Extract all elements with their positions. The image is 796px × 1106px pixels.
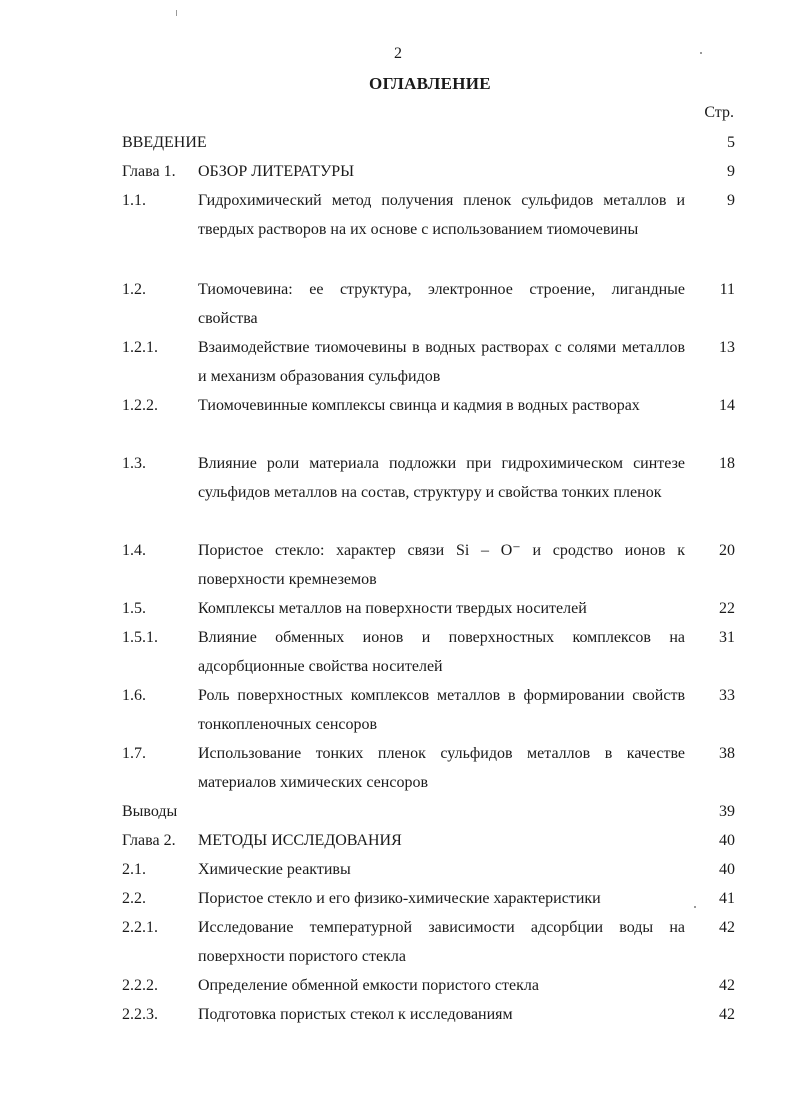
toc-entry-page: 42 — [719, 919, 735, 936]
toc-entry-number: 2.2.2. — [122, 977, 158, 994]
toc-entry-number: 1.2.2. — [122, 397, 158, 414]
toc-entry-page: 41 — [719, 890, 735, 907]
toc-entry-number: 1.6. — [122, 687, 146, 704]
toc-entry-text: Определение обменной емкости пористого стекла — [198, 977, 539, 994]
toc-entry-text: Подготовка пористых стекол к исследованиям — [198, 1006, 513, 1023]
toc-entry-text: Химические реактивы — [198, 861, 351, 878]
toc-entry-number: 1.4. — [122, 542, 146, 559]
toc-entry-text: Выводы — [122, 803, 178, 820]
toc-entry-page: 11 — [719, 281, 735, 298]
toc-entry-page: 18 — [719, 455, 735, 472]
toc-entry-page: 13 — [719, 339, 735, 356]
toc-entry-text: Гидрохимический метод получения пленок сульфидов металлов и твердых растворов на их основе с использованием тиомочевины — [198, 192, 685, 238]
toc-entry-page: 22 — [719, 600, 735, 617]
toc-entry-number: 2.2.1. — [122, 919, 158, 936]
toc-entry-number: 2.2. — [122, 890, 146, 907]
toc-entry-page: 20 — [719, 542, 735, 559]
toc-entry-number: 1.5.1. — [122, 629, 158, 646]
toc-entry-page: 14 — [719, 397, 735, 414]
toc-entry-page: 5 — [727, 134, 735, 151]
toc-entry-number: 1.7. — [122, 745, 146, 762]
toc-entry-text: Пористое стекло: характер связи Si – O⁻ и сродство ионов к поверхности кремнеземов — [198, 542, 685, 588]
toc-entry-number: 1.3. — [122, 455, 146, 472]
toc-entry-text: ВВЕДЕНИЕ — [122, 134, 207, 151]
toc-entry-text: Влияние роли материала подложки при гидрохимическом синтезе сульфидов металлов на состав, структуру и свойства тонких пленок — [198, 455, 685, 501]
toc-entry-page: 42 — [719, 1006, 735, 1023]
toc-entry-page: 42 — [719, 977, 735, 994]
toc-entry-page: 39 — [719, 803, 735, 820]
toc-entry-number: Глава 2. — [122, 832, 176, 849]
toc-entry-page: 40 — [719, 861, 735, 878]
toc-entry-number: 1.5. — [122, 600, 146, 617]
toc-entry-text: Использование тонких пленок сульфидов металлов в качестве материалов химических сенсоров — [198, 745, 685, 791]
toc-entry-number: Глава 1. — [122, 163, 176, 180]
toc-entry-text: Исследование температурной зависимости адсорбции воды на поверхности пористого стекла — [198, 919, 685, 965]
toc-entry-text: МЕТОДЫ ИССЛЕДОВАНИЯ — [198, 832, 402, 849]
toc-entry-text: Тиомочевинные комплексы свинца и кадмия в водных растворах — [198, 397, 640, 414]
toc-entry-text: Взаимодействие тиомочевины в водных растворах с солями металлов и механизм образования сульфидов — [198, 339, 685, 385]
toc-entry-page: 38 — [719, 745, 735, 762]
toc-entry-text: Пористое стекло и его физико-химические характеристики — [198, 890, 601, 907]
toc-entry-page: 40 — [719, 832, 735, 849]
toc-entry-page: 9 — [727, 163, 735, 180]
toc-entry-page: 9 — [727, 192, 735, 209]
toc-entry-text: Роль поверхностных комплексов металлов в формировании свойств тонкопленочных сенсоров — [198, 687, 685, 733]
toc-entry-number: 1.2.1. — [122, 339, 158, 356]
toc-entry-number: 1.1. — [122, 192, 146, 209]
toc-entry-page: 33 — [719, 687, 735, 704]
toc-entry-text: Комплексы металлов на поверхности твердых носителей — [198, 600, 587, 617]
toc-entry-text: ОБЗОР ЛИТЕРАТУРЫ — [198, 163, 355, 180]
toc-entry-number: 2.1. — [122, 861, 146, 878]
toc-entry-text: Влияние обменных ионов и поверхностных комплексов на адсорбционные свойства носителей — [198, 629, 685, 675]
toc-entry-page: 31 — [719, 629, 735, 646]
page-title: ОГЛАВЛЕНИЕ — [369, 74, 491, 93]
toc-entry-number: 2.2.3. — [122, 1006, 158, 1023]
page-column-label: Стр. — [704, 104, 734, 121]
scan-speck — [176, 10, 177, 16]
toc-entry-number: 1.2. — [122, 281, 146, 298]
toc-entry-text: Тиомочевина: ее структура, электронное строение, лигандные свойства — [198, 281, 685, 327]
page-number: 2 — [394, 45, 402, 62]
scan-speck — [694, 906, 696, 908]
